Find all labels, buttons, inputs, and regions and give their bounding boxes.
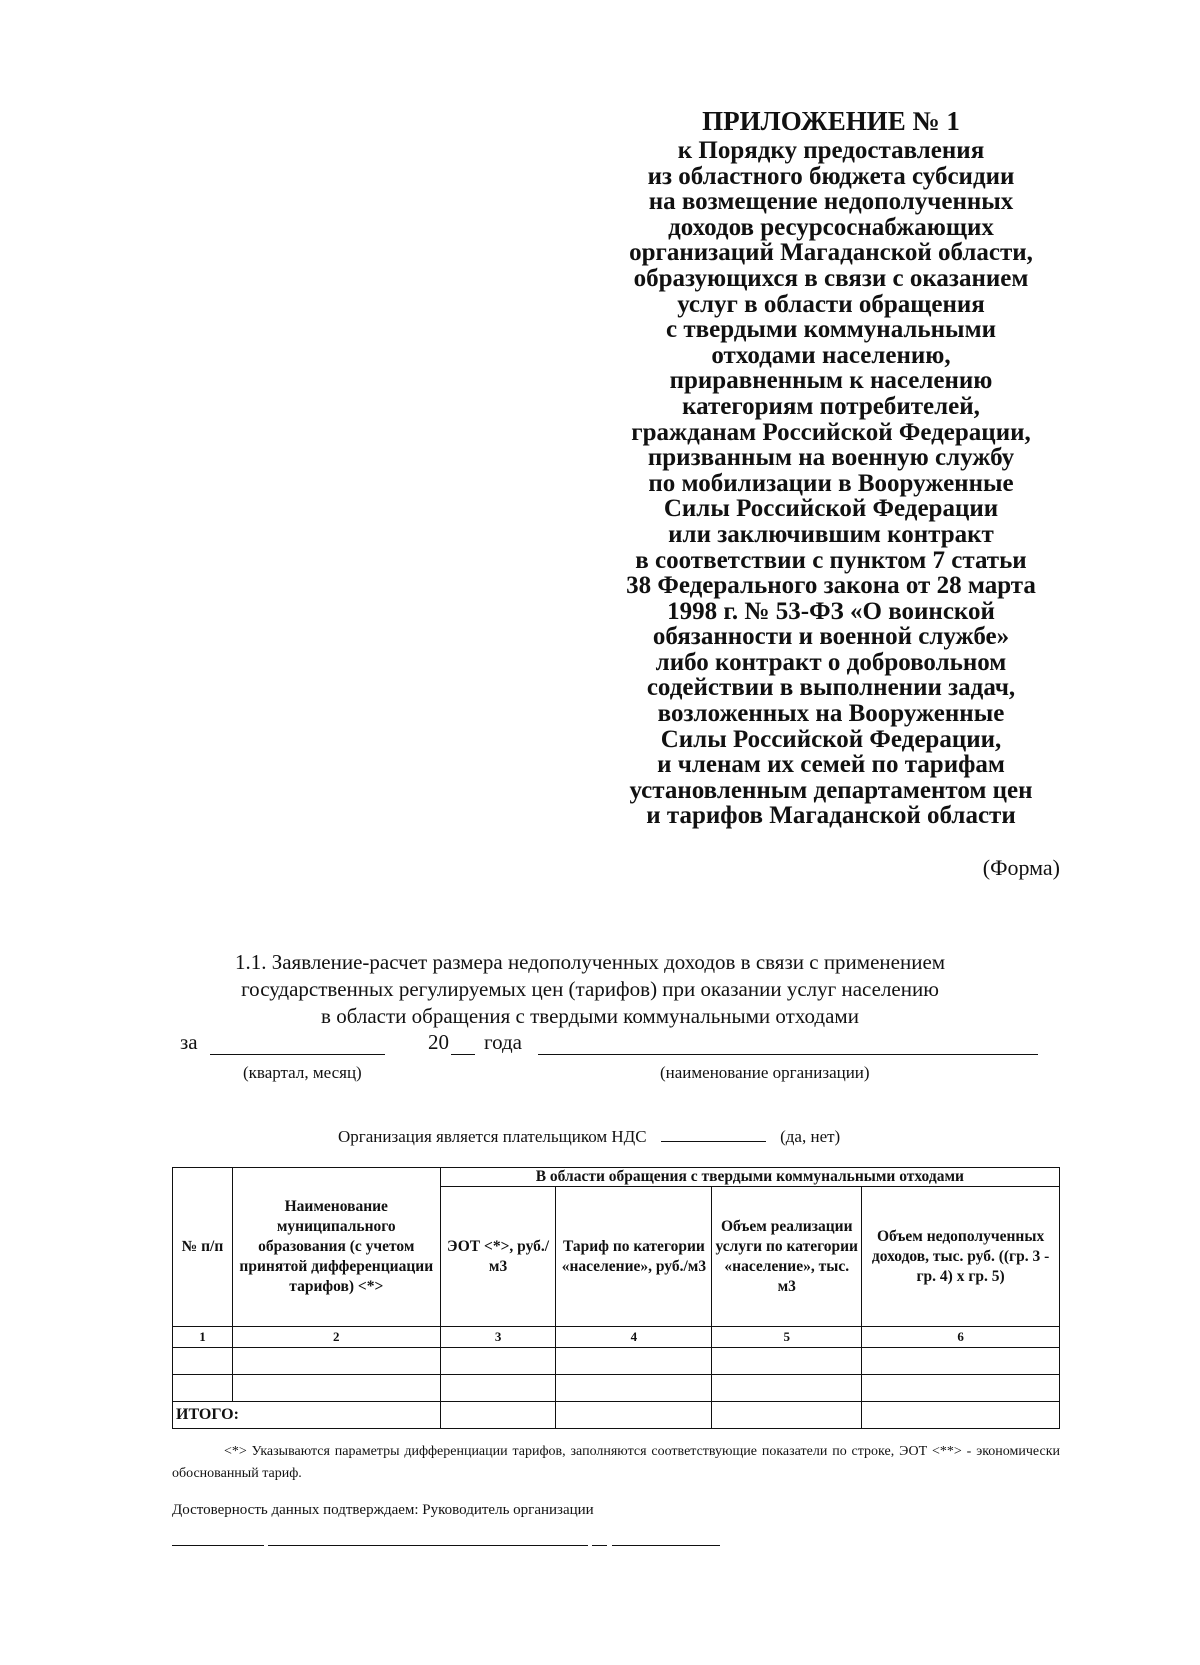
table-cell[interactable] <box>556 1375 712 1402</box>
vat-blank[interactable] <box>661 1127 766 1142</box>
appendix-line: по мобилизации в Вооруженные <box>648 469 1014 497</box>
appendix-line: из областного бюджета субсидии <box>647 162 1015 190</box>
organization-hint: (наименование организации) <box>660 1063 870 1082</box>
table-cell[interactable] <box>862 1348 1060 1375</box>
document-heading <box>150 949 1030 1030</box>
appendix-line: Силы Российской Федерации <box>663 495 999 523</box>
table-cell[interactable] <box>712 1375 862 1402</box>
appendix-title: ПРИЛОЖЕНИЕ № 1 <box>702 106 960 136</box>
confirmation-text: Достоверность данных подтверждаем: Руководитель организации <box>172 1502 594 1518</box>
table-cell[interactable] <box>862 1402 1060 1429</box>
signature-line[interactable] <box>612 1545 720 1546</box>
year-prefix: 20 <box>428 1030 449 1054</box>
appendix-line: в соответствии с пунктом 7 статьи <box>635 546 1027 574</box>
appendix-line: или заключившим контракт <box>668 520 994 548</box>
appendix-line: услуг в области обращения <box>677 290 985 318</box>
appendix-line: гражданам Российской Федерации, <box>631 418 1031 446</box>
table-cell[interactable] <box>712 1348 862 1375</box>
vat-hint: (да, нет) <box>780 1127 841 1146</box>
heading-line-3: в области обращения с твердыми коммунальными отходами <box>321 1004 859 1028</box>
appendix-line: образующихся в связи с оказанием <box>633 264 1029 292</box>
header-group: В области обращения с твердыми коммунальными отходами <box>440 1168 1059 1187</box>
appendix-line: 1998 г. № 53-ФЗ «О воинской <box>667 597 995 625</box>
header-municipality: Наименование муниципального образования (с учетом принятой дифференциации тарифов) <*> <box>232 1168 440 1327</box>
total-label: ИТОГО: <box>173 1402 441 1429</box>
table-cell[interactable] <box>862 1375 1060 1402</box>
heading-line-2: государственных регулируемых цен (тарифов) при оказании услуг населению <box>241 977 939 1001</box>
year-blank[interactable] <box>451 1054 475 1055</box>
table-cell[interactable] <box>712 1402 862 1429</box>
appendix-line: призванным на военную службу <box>647 444 1015 472</box>
appendix-line: категориям потребителей, <box>682 392 980 420</box>
signature-line[interactable] <box>172 1545 264 1546</box>
column-number: 6 <box>862 1327 1060 1348</box>
header-eot: ЭОТ <*>, руб./м3 <box>440 1187 556 1327</box>
appendix-line: к Порядку предоставления <box>677 137 985 164</box>
header-lost-income: Объем недополученных доходов, тыс. руб. ((гр. 3 - гр. 4) x гр. 5) <box>862 1187 1060 1327</box>
organization-name-blank[interactable] <box>538 1054 1038 1055</box>
appendix-line: обязанности и военной службе» <box>652 623 1010 651</box>
total-row <box>173 1402 1060 1429</box>
appendix-line: приравненным к населению <box>669 367 993 395</box>
year-suffix: года <box>484 1030 522 1054</box>
vat-label: Организация является плательщиком НДС <box>338 1127 647 1146</box>
table-cell[interactable] <box>440 1375 556 1402</box>
footnote-text: <*> Указываются параметры дифференциации тарифов, заполняются соответствующие показатели по строке, ЭОТ <**> - экономически обоснованный тариф. <box>172 1444 1060 1481</box>
subsidy-table <box>172 1167 1060 1429</box>
heading-line-1: 1.1. Заявление-расчет размера недополученных доходов в связи с применением <box>234 950 946 974</box>
header-tariff: Тариф по категории «население», руб./м3 <box>556 1187 712 1327</box>
signature-line[interactable] <box>268 1545 588 1546</box>
appendix-line: либо контракт о добровольном <box>655 648 1007 676</box>
table-row <box>173 1348 1060 1375</box>
period-row <box>180 1030 1060 1060</box>
header-number: № п/п <box>173 1168 233 1327</box>
column-number: 5 <box>712 1327 862 1348</box>
column-number: 4 <box>556 1327 712 1348</box>
appendix-line: на возмещение недополученных <box>648 188 1014 216</box>
appendix-line: содействии в выполнении задач, <box>646 674 1016 702</box>
table-cell[interactable] <box>556 1348 712 1375</box>
column-number: 1 <box>173 1327 233 1348</box>
header-volume: Объем реализации услуги по категории «население», тыс. м3 <box>712 1187 862 1327</box>
table-row <box>173 1375 1060 1402</box>
column-number: 2 <box>232 1327 440 1348</box>
table-cell[interactable] <box>440 1348 556 1375</box>
table-cell[interactable] <box>232 1375 440 1402</box>
appendix-line: организаций Магаданской области, <box>629 239 1033 267</box>
appendix-line: с твердыми коммунальными <box>665 316 997 344</box>
period-hint: (квартал, месяц) <box>243 1063 362 1082</box>
appendix-header <box>586 104 1076 829</box>
appendix-line: и тарифов Магаданской области <box>646 802 1016 830</box>
appendix-line: и членам их семей по тарифам <box>657 751 1005 779</box>
period-blank[interactable] <box>210 1054 385 1055</box>
table-cell[interactable] <box>232 1348 440 1375</box>
footnote <box>172 1441 1060 1485</box>
table-cell[interactable] <box>440 1402 556 1429</box>
table-cell[interactable] <box>173 1375 233 1402</box>
signature-line[interactable] <box>592 1545 607 1546</box>
appendix-line: доходов ресурсоснабжающих <box>668 213 994 241</box>
period-prefix: за <box>180 1030 198 1054</box>
column-number: 3 <box>440 1327 556 1348</box>
table-cell[interactable] <box>556 1402 712 1429</box>
column-numbers-row <box>173 1327 1060 1348</box>
appendix-line: Силы Российской Федерации, <box>660 725 1002 753</box>
appendix-line: возложенных на Вооруженные <box>657 700 1005 728</box>
appendix-line: 38 Федерального закона от 28 марта <box>626 572 1036 600</box>
form-label: (Форма) <box>982 855 1060 880</box>
table-cell[interactable] <box>173 1348 233 1375</box>
appendix-line: отходами населению, <box>711 341 951 369</box>
appendix-line: установленным департаментом цен <box>629 776 1033 804</box>
vat-row <box>338 1127 840 1147</box>
